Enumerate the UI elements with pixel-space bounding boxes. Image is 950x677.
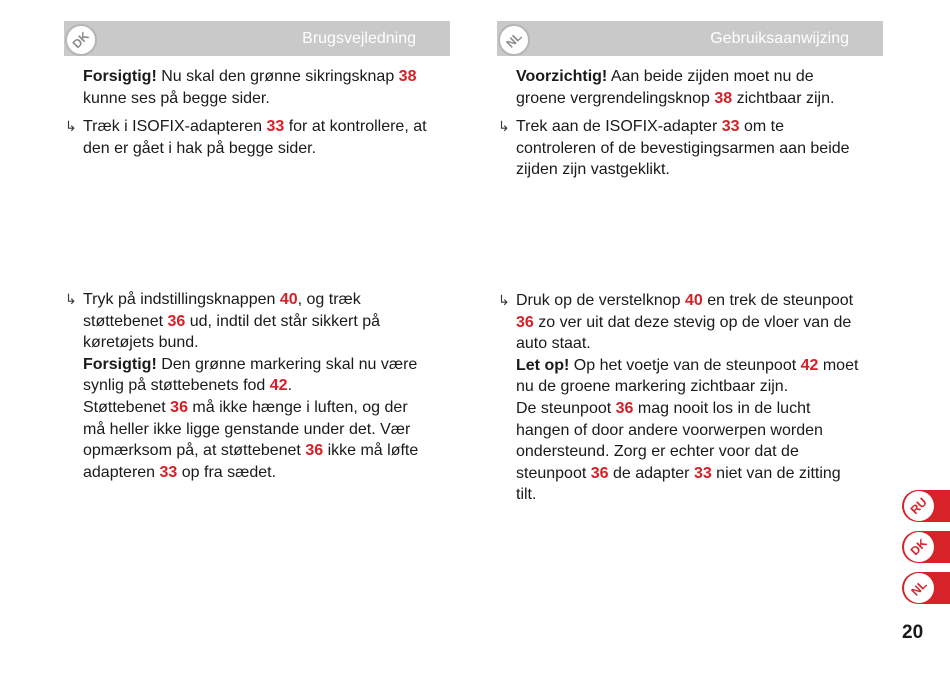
language-badge-dk-side: DK xyxy=(904,532,934,562)
language-badge-dk: DK xyxy=(65,24,97,56)
language-badge-ru: RU xyxy=(904,491,934,521)
paragraph-nl-caution xyxy=(497,66,883,109)
section-header-nl xyxy=(497,21,883,56)
page-number: 20 xyxy=(902,622,924,643)
text-dk-1: Forsigtig! Nu skal den grønne sikringsknap 38 kunne ses på begge sider. xyxy=(83,68,417,107)
paragraph-dk-support-leg xyxy=(64,289,450,483)
language-badge-nl-side: NL xyxy=(904,573,934,603)
section-title-nl: Gebruiksaanwijzing xyxy=(710,30,849,47)
paragraph-dk-check xyxy=(64,116,450,159)
section-title-dk: Brugsvejledning xyxy=(302,30,416,47)
language-badge-nl: NL xyxy=(498,24,530,56)
text-nl-3: ↳ Druk op de verstelknop 40 en trek de steunpoot 36 zo ver uit dat deze stevig op de vloer van de auto staat. Let op! Op het voetje van de steunpoot 42 moet nu de groene markering zichtbaar zijn. De steunpoot 36 mag nooit los in de lucht hangen of door andere voorwerpen worden ondersteund. Zorg er echter voor dat de steunpoot 36 de adapter 33 niet van de zitting tilt. xyxy=(497,290,883,506)
text-dk-2: ↳ Træk i ISOFIX-adapteren 33 for at kontrollere, at den er gået i hak på begge sider. xyxy=(64,116,450,159)
section-header-dk xyxy=(64,21,450,56)
paragraph-nl-support-leg xyxy=(497,290,883,506)
text-nl-1: Voorzichtig! Aan beide zijden moet nu de groene vergrendelingsknop 38 zichtbaar zijn. xyxy=(516,68,835,107)
text-nl-2: ↳ Trek aan de ISOFIX-adapter 33 om te controleren of de bevestigingsarmen aan beide zijden zijn vastgeklikt. xyxy=(497,116,883,181)
paragraph-nl-check xyxy=(497,116,883,181)
text-dk-3: ↳ Tryk på indstillingsknappen 40, og træk støttebenet 36 ud, indtil det står sikkert på køretøjets bund. Forsigtig! Den grønne markering skal nu være synlig på støttebenets fod 42. Støttebenet 36 må ikke hænge i luften, og der må heller ikke ligge genstande under det. Vær opmærksom på, at støttebenet 36 ikke må løfte adapteren 33 op fra sædet. xyxy=(64,289,450,483)
paragraph-dk-caution xyxy=(64,66,450,109)
